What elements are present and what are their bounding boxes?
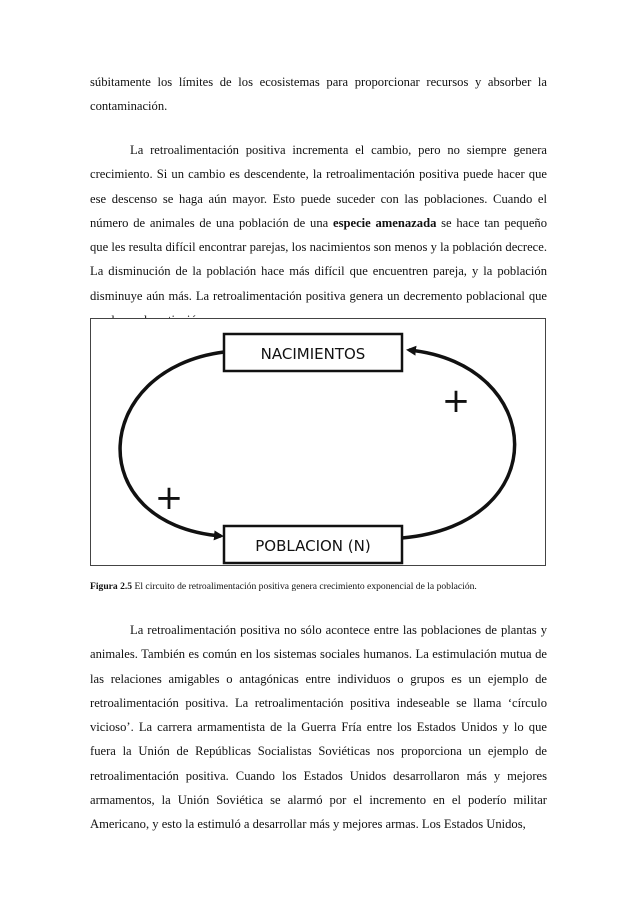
- paragraph-2: [90, 138, 547, 332]
- right-arc-arrow: [402, 350, 515, 538]
- left-plus-sign: +: [154, 478, 184, 518]
- figure-caption-label: Figura 2.5: [90, 581, 133, 592]
- feedback-loop-figure: [90, 318, 546, 566]
- paragraph-2-text-b: se hace tan pequeño que les resulta difícil encontrar parejas, los nacimientos son menos y la población decrece. La disminución de la población hace más difícil que encuentren pareja, y la población disminuye aún más. La retroalimentación positiva genera un decremento poblacional que: [90, 215, 548, 303]
- births-label: NACIMIENTOS: [260, 345, 366, 363]
- right-plus-sign: +: [441, 381, 471, 421]
- paragraph-3: La retroalimentación positiva no sólo acontece entre las poblaciones de plantas y animales. También es común en los sistemas sociales humanos. La estimulación mutua de las relaciones amigables o antagónicas entre individuos o grupos es un ejemplo de retroalimentación positiva. La retroalimentación positiva indeseable se llama ‘círculo vicioso’. La carrera armamentista de la Guerra Fría entre los Estados Unidos y lo que fuera la Unión de Repúblicas Socialistas Soviéticas nos proporciona un ejemplo de retroalimentación positiva. Cuando los Estados Unidos desarrollaron más y mejores armamentos, la Unión Soviética se alarmó por el incremento en el poderío militar Americano, y esto la estimuló a desarrollar más y mejores armas. Los Estados Unidos,: [90, 623, 547, 832]
- population-label: POBLACION (N): [255, 537, 371, 555]
- feedback-loop-diagram: [91, 319, 547, 567]
- paragraph-1: súbitamente los límites de los ecosistemas para proporcionar recursos y absorber la contaminación.: [90, 75, 547, 114]
- paragraph-2-text-a: La retroalimentación positiva incrementa el cambio, pero no siempre genera crecimiento. Si un cambio es descendente, la retroalimentación positiva puede hacer que ese descenso se haga aún mayor. Esto puede suceder con las poblaciones. Cuando el número de animales de una población de una: [90, 143, 547, 230]
- figure-caption-text: El circuito de retroalimentación positiva genera crecimiento exponencial de la población.: [132, 581, 477, 592]
- highlighted-term: especie amenazada: [332, 215, 437, 230]
- figure-caption: [90, 581, 560, 592]
